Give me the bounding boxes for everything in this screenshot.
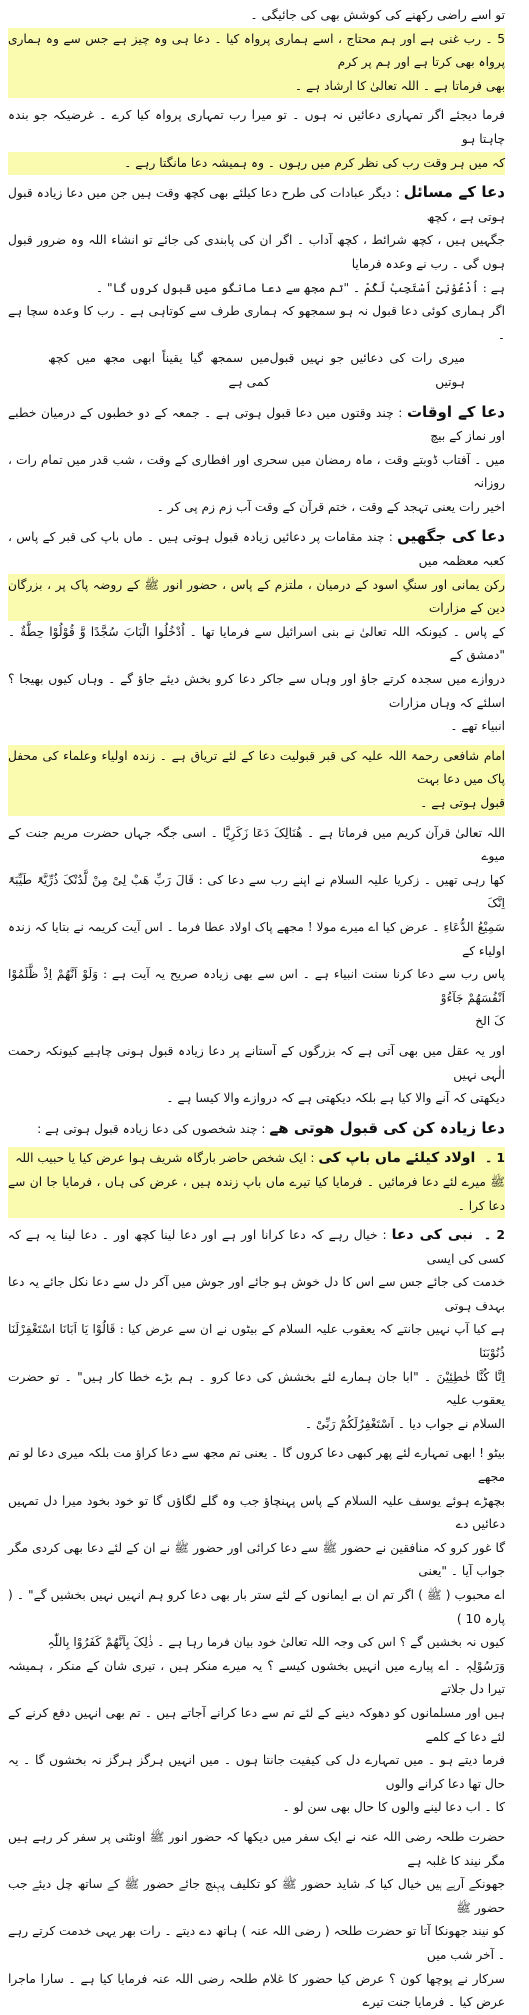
quran-line-5: کَ الخ <box>475 1014 505 1029</box>
item2-line-3: ہے کیا آپ نہیں جانتے کہ یعقوب علیہ السلام کے بیٹوں نے ان سے عرض کیا : قَالُوْا یَا اَبَانَا اسْتَغْفِرْلَنَا ذُنُوْبَنَا <box>8 1322 505 1361</box>
beta-line-1: بیٹو ! ابھی تمہارے لئے پھر کبھی دعا کروں گا ۔ یعنی تم مجھ سے دعا کراؤ مت بلکہ میری دعا لو تم مجھے <box>8 1446 505 1485</box>
kin-heading: دعا زیادہ کن کی قبول ھوتی ھے <box>269 1118 505 1137</box>
beta-line-2: بچھڑے ہوئے یوسف علیہ السلام کے پاس پہنچاؤ جب وہ گلے لگاؤں گا تو خود بخود میرا دل تمہیں دعائیں دے <box>8 1493 505 1532</box>
item1-line-1: : ایک شخص حاضر بارگاہ شریف ہوا عرض کیا یا حبیب اللہ <box>15 1151 315 1166</box>
kin-line: : چند شخصوں کی دعا زیادہ قبول ہوتی ہے : <box>37 1121 266 1136</box>
verse-meaning-line-2: کہ میں ہر وقت رب کی نظر کرم میں رہوں ۔ وہ ہمیشہ دعا مانگتا رہے ۔ <box>8 152 505 176</box>
item1-number: 1 ۔ <box>485 1151 505 1166</box>
item2-paragraph-first <box>8 1224 505 1271</box>
beta-line-4: اے محبوب ( ﷺ ) اگر تم ان بے ایمانوں کے لئے ستر بار بھی دعا کرو ہم انہیں نہیں بخشیں گے" ۔ ( پارہ 10 ) <box>8 1588 505 1626</box>
beta-line-9: کا ۔ اب دعا لینے والوں کا حال بھی سن لو ۔ <box>282 1800 505 1815</box>
auqat-paragraph-first <box>8 401 505 449</box>
masail-paragraph-first <box>8 181 505 229</box>
item1-paragraph-first <box>8 1147 505 1171</box>
auqat-line-1: : چند وقتوں میں دعا قبول ہوتی ہے ۔ جمعہ کے دو خطبوں کے درمیان خطبے اور نماز کے بیچ <box>8 405 505 444</box>
quran-line-3: سَمِیْعُ الدُّعَاءِ ۔ عرض کیا اے میرے مولا ! مجھے پاک اولاد عطا فرما ۔ اس آیت کریمہ نے بتایا کہ زندہ اولیاء کے <box>8 919 505 958</box>
jagahen-line-3: کے پاس ۔ کیونکہ اللہ تعالیٰ نے بنی اسرائیل سے فرمایا تھا ۔ اُدْخُلُوا الْبَابَ سُجَّدًا وَّ قُوْلُوْا حِطَّةٌ ۔ "دمشق کے <box>8 624 505 663</box>
aql-line-2: دیکھتی کہ آنے والا کیا ہے بلکہ دیکھتی ہے کہ دروازے والا کیسا ہے ۔ <box>166 1091 505 1106</box>
shafii-line-1: امام شافعی رحمۃ اللہ علیہ کی قبر قبولیت دعا کے لئے تریاق ہے ۔ زندہ اولیاء وعلماء کی محفل پاک میں دعا بہت <box>8 745 505 792</box>
quran-line-2: کھا رہی تھیں ۔ زکریا علیہ السلام نے اپنے رب سے دعا کی : قَالَ رَبِّ ھَبْ لِیْ مِنْ لَّدُنْکَ ذُرِّیَّۃً طَیِّبَۃً اِنَّکَ <box>8 872 505 911</box>
jagahen-line-5: انبیاء تھے ۔ <box>450 719 505 734</box>
item2-heading: نبی کی دعا <box>391 1227 474 1244</box>
masail-line-2: جگہیں ہیں ، کچھ شرائط ، کچھ آداب ۔ اگر ان کی پابندی کی جائے تو انشاء اللہ وہ ضرور قبول ہوں گی ۔ رب نے وعدہ فرمایا <box>8 233 505 271</box>
item1-heading: اولاد کیلئے ماں باپ کی <box>318 1150 476 1167</box>
beta-line-5: کیوں نہ بخشیں گے ؟ اس کی وجہ اللہ تعالیٰ خود بیان فرما رہا ہے ۔ ذٰلِکَ بِاَنَّھُمْ کَفَرُوْا بِاللّٰہِ <box>47 1635 505 1650</box>
talha-line-1: حضرت طلحہ رضی اللہ عنہ نے ایک سفر میں دیکھا کہ حضور انور ﷺ اونٹنی پر سفر کر رہے ہیں مگر نیند کا غلبہ ہے <box>8 1829 505 1868</box>
jagahen-heading: دعا کی جگھیں <box>397 527 505 546</box>
item2-line-2: خدمت کی جائے جس سے اس کا دل خوش ہو جائے اور جوش میں آکر دل سے دعا نکل جائے یہ دعا بہدف ہوتی <box>8 1275 505 1313</box>
talha-line-3: کو نیند جھونکا آتا تو حضرت طلحہ ( رضی اللہ عنہ ) ہاتھ دے دیتے ۔ رات بھر یہی خدمت کرتے رہے ۔ آخر شب میں <box>8 1924 505 1962</box>
shafii-line-2: قبول ہوتی ہے ۔ <box>8 792 505 816</box>
masail-line-1: : دیگر عبادات کی طرح دعا کیلئے بھی کچھ وقت ہیں جن میں دعا زیادہ قبول ہوتی ہے ، کچھ <box>8 186 505 224</box>
item2-number: 2 ۔ <box>484 1228 506 1243</box>
auqat-line-2: میں ۔ آفتاب ڈوبتے وقت ، ماہ رمضان میں سحری اور افطاری کے وقت ، شب قدر میں تمام رات ، روزانہ <box>8 452 505 491</box>
jagahen-line-4: دروازے میں سجدہ کرتے جاؤ اور وہاں سے جاکر دعا کرو بخش دیئے جاؤ گے ۔ وہاں کیوں بھیجا ؟ اسلئے کہ وہاں مزارات <box>8 672 505 710</box>
masail-heading: دعا کے مسائل <box>403 183 505 202</box>
item2-line-4: اِنَّا کُنَّا خٰطِئِیْنَ ۔ "ابا جان ہمارے لئے بخشش کی دعا کرو ۔ ہم بڑے خطا کار ہیں" ۔ تو حضرت یعقوب علیہ <box>8 1369 505 1408</box>
jagahen-line-1: : چند مقامات پر دعائیں زیادہ قبول ہوتی ہیں ۔ ماں باپ کی قبر کے پاس ، کعبہ معظمہ میں <box>8 530 505 569</box>
jagahen-paragraph-first <box>8 525 505 573</box>
kin-paragraph <box>8 1117 505 1142</box>
beta-line-3: گا غور کرو کہ منافقین نے حضور ﷺ سے دعا کرائی اور حضور ﷺ نے ان کے لئے دعا بھی کردی مگر جواب آیا ۔ "یعنی <box>8 1540 505 1579</box>
verse-meaning-line-1: فرما دیجئے اگر تمہاری دعائیں نہ ہوں ۔ تو میرا رب تمہاری پرواہ کیا کرے ۔ غرضیکہ جو بندہ چاہتا ہو <box>8 108 505 146</box>
poem-right-hemistich: میری رات کی دعائیں جو نہیں قبول ہوتیں <box>269 351 465 389</box>
aql-line-1: اور یہ عقل میں بھی آتی ہے کہ بزرگوں کے آستانے پر دعا زیادہ قبول ہونی چاہیے کیونکہ رحمت الٰہی نہیں <box>8 1043 505 1082</box>
intro-end-line: تو اسے راضی رکھنے کی کوشش بھی کی جائیگی ۔ <box>250 8 505 22</box>
quran-line-4: پاس رب سے دعا کرنا سنت انبیاء ہے ۔ اس سے بھی زیادہ صریح یہ آیت ہے : وَلَوْ اَنَّھُمْ اِذْ ظَّلَمُوْا اَنْفُسَھُمْ جَآءُوْ <box>8 967 505 1005</box>
talha-line-4: سرکار نے پوچھا کون ؟ عرض کیا حضور کا غلام طلحہ رضی اللہ عنہ فرمایا کیا ہے ۔ سارا ماجرا عرض کیا ۔ فرمایا جنت تیرے <box>8 1971 505 2010</box>
quran-line-1: اللہ تعالیٰ قرآن کریم میں فرماتا ہے ۔ ھُنَالِکَ دَعَا زَکَرِیَّا ۔ اسی جگہ جہاں حضرت مریم جنت کے میوے <box>8 825 505 864</box>
point5-line-2: بھی فرماتا ہے ۔ اللہ تعالیٰ کا ارشاد ہے ۔ <box>8 75 505 99</box>
beta-line-7: ہیں اور مسلمانوں کو دھوکہ دینے کے لئے تم سے دعا کرانے آجاتے ہیں ۔ تم بھی انہیں دفع کرنے کے لئے دعا کے کلمے <box>8 1705 505 1744</box>
jagahen-line-2: رکن یمانی اور سنگِ اسود کے درمیان ، ملتزم کے پاس ، حضور انور ﷺ کے روضہ پاک پر ، بزرگان دین کے مزارات <box>8 574 505 621</box>
beta-line-8: فرما دیتے ہو ۔ میں تمہارے دل کی کیفیت جانتا ہوں ۔ میں انہیں ہرگز ہرگز نہ بخشوں گا ۔ یہ حال تھا دعا کرانے والوں <box>8 1753 505 1791</box>
item2-line-5: السلام نے جواب دیا ۔ اَسْتَغْفِرُلَکُمْ رَبِّیْ ۔ <box>305 1416 505 1431</box>
masail-line-4: اگر ہماری کوئی دعا قبول نہ ہو سمجھو کہ ہماری طرف سے کوتاہی ہے ۔ رب کا وعدہ سچا ہے ۔ <box>8 304 505 342</box>
item1-line-2: ﷺ میرے لئے دعا فرمائیں ۔ فرمایا کیا تیرے ماں باپ زندہ ہیں ، عرض کی ہاں ، فرمایا جا ان سے دعا کرا ۔ <box>8 1171 505 1218</box>
poem-couplet <box>8 347 505 394</box>
beta-line-6: وَرَسُوْلِہٖ ۔ اے پیارے میں انہیں بخشوں کیسے ؟ یہ میرے منکر ہیں ، تیری شان کے منکر ، ہمیشہ تیرا دل جلاتے <box>8 1658 505 1697</box>
point5-line-1: 5 ۔ رب غنی ہے اور ہم محتاج ، اسے ہماری پرواہ کیا ۔ دعا ہی وہ چیز ہے جس سے وہ ہماری پرواہ بھی کرتا ہے اور ہم پر کرم <box>8 28 505 75</box>
auqat-heading: دعا کے اوقات <box>406 402 505 421</box>
poem-left-hemistich: میں سمجھ گیا یقیناً ابھی مجھ میں کچھ کمی ہے <box>48 351 270 389</box>
auqat-line-3: اخیر رات یعنی تہجد کے وقت ، ختم قرآن کے وقت آب زم زم پی کر ۔ <box>156 499 505 514</box>
talha-line-2: جھونکے آرہے ہیں خیال کیا کہ شاید حضور ﷺ کو تکلیف پہنچ جائے حضور ﷺ کے ساتھ چل دیئے جب حضور ﷺ <box>8 1877 505 1915</box>
item2-line-1: : خیال رہے کہ دعا کرانا اور ہے اور دعا لینا کچھ اور ۔ دعا لینا یہ ہے کہ کسی کی ایسی <box>8 1228 505 1266</box>
masail-line-3: ہے : اُدْعُوْنِیْ اَسْتَجِبْ لَکُمْ ۔ "تم مجھ سے دعا مانگو میں قبول کروں گا" ۔ <box>95 280 505 295</box>
